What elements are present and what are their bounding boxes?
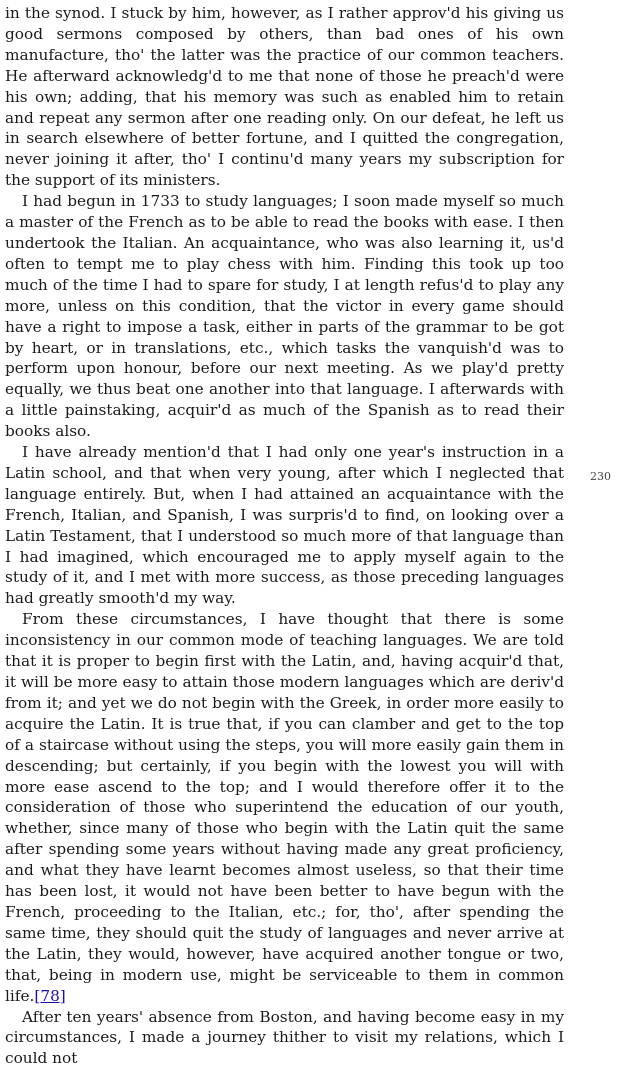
paragraph-teaching-languages <box>5 609 564 1006</box>
paragraph-synod: in the synod. I stuck by him, however, as I rather approv'd his giving us good sermons composed by others, than bad ones of his own manufacture, tho' the latter was the practice of our common teachers. He afterward acknowledg'd to me that none of those he preach'd were his own; adding, that his memory was such as enabled him to retain and repeat any sermon after one reading only. On our defeat, he left us in search elsewhere of better fortune, and I quitted the congregation, never joining it after, tho' I continu'd many years my subscription for the support of its ministers. <box>5 3 564 191</box>
paragraph-boston-journey: After ten years' absence from Boston, and having become easy in my circumstances, I made a journey thither to visit my relations, which I could not <box>5 1007 564 1069</box>
document-body <box>5 3 564 1069</box>
paragraph-latin-school: I have already mention'd that I had only one year's instruction in a Latin school, and that when very young, after which I neglected that language entirely. But, when I had attained an acquaintance with the French, Italian, and Spanish, I was surpris'd to find, on looking over a Latin Testament, that I understood so much more of that language than I had imagined, which encouraged me to apply myself again to the study of it, and I met with more success, as those preceding languages had greatly smooth'd my way. <box>5 442 564 609</box>
page-number: 230 <box>590 470 611 483</box>
paragraph-teaching-languages-text: From these circumstances, I have thought that there is some inconsistency in our common mode of teaching languages. We are told that it is proper to begin first with the Latin, and, having acquir'd that, it will be more easy to attain those modern languages which are deriv'd from it; and yet we do not begin with the Greek, in order more easily to acquire the Latin. It is true that, if you can clamber and get to the top of a staircase without using the steps, you will more easily gain them in descending; but certainly, if you begin with the lowest you will with more ease ascend to the top; and I would therefore offer it to the consideration of those who superintend the education of our youth, whether, since many of those who begin with the Latin quit the same after spending some years without having made any great proficiency, and what they have learnt becomes almost useless, so that their time has been lost, it would not have been better to have begun with the French, proceeding to the Italian, etc.; for, tho', after spending the same time, they should quit the study of languages and never arrive at the Latin, they would, however, have acquired another tongue or two, that, being in modern use, might be serviceable to them in common life. <box>5 610 564 1004</box>
footnote-link-78[interactable]: [78] <box>34 987 65 1005</box>
paragraph-languages: I had begun in 1733 to study languages; I soon made myself so much a master of the French as to be able to read the books with ease. I then undertook the Italian. An acquaintance, who was also learning it, us'd often to tempt me to play chess with him. Finding this took up too much of the time I had to spare for study, I at length refus'd to play any more, unless on this condition, that the victor in every game should have a right to impose a task, either in parts of the grammar to be got by heart, or in translations, etc., which tasks the vanquish'd was to perform upon honour, before our next meeting. As we play'd pretty equally, we thus beat one another into that language. I afterwards with a little painstaking, acquir'd as much of the Spanish as to read their books also. <box>5 191 564 442</box>
